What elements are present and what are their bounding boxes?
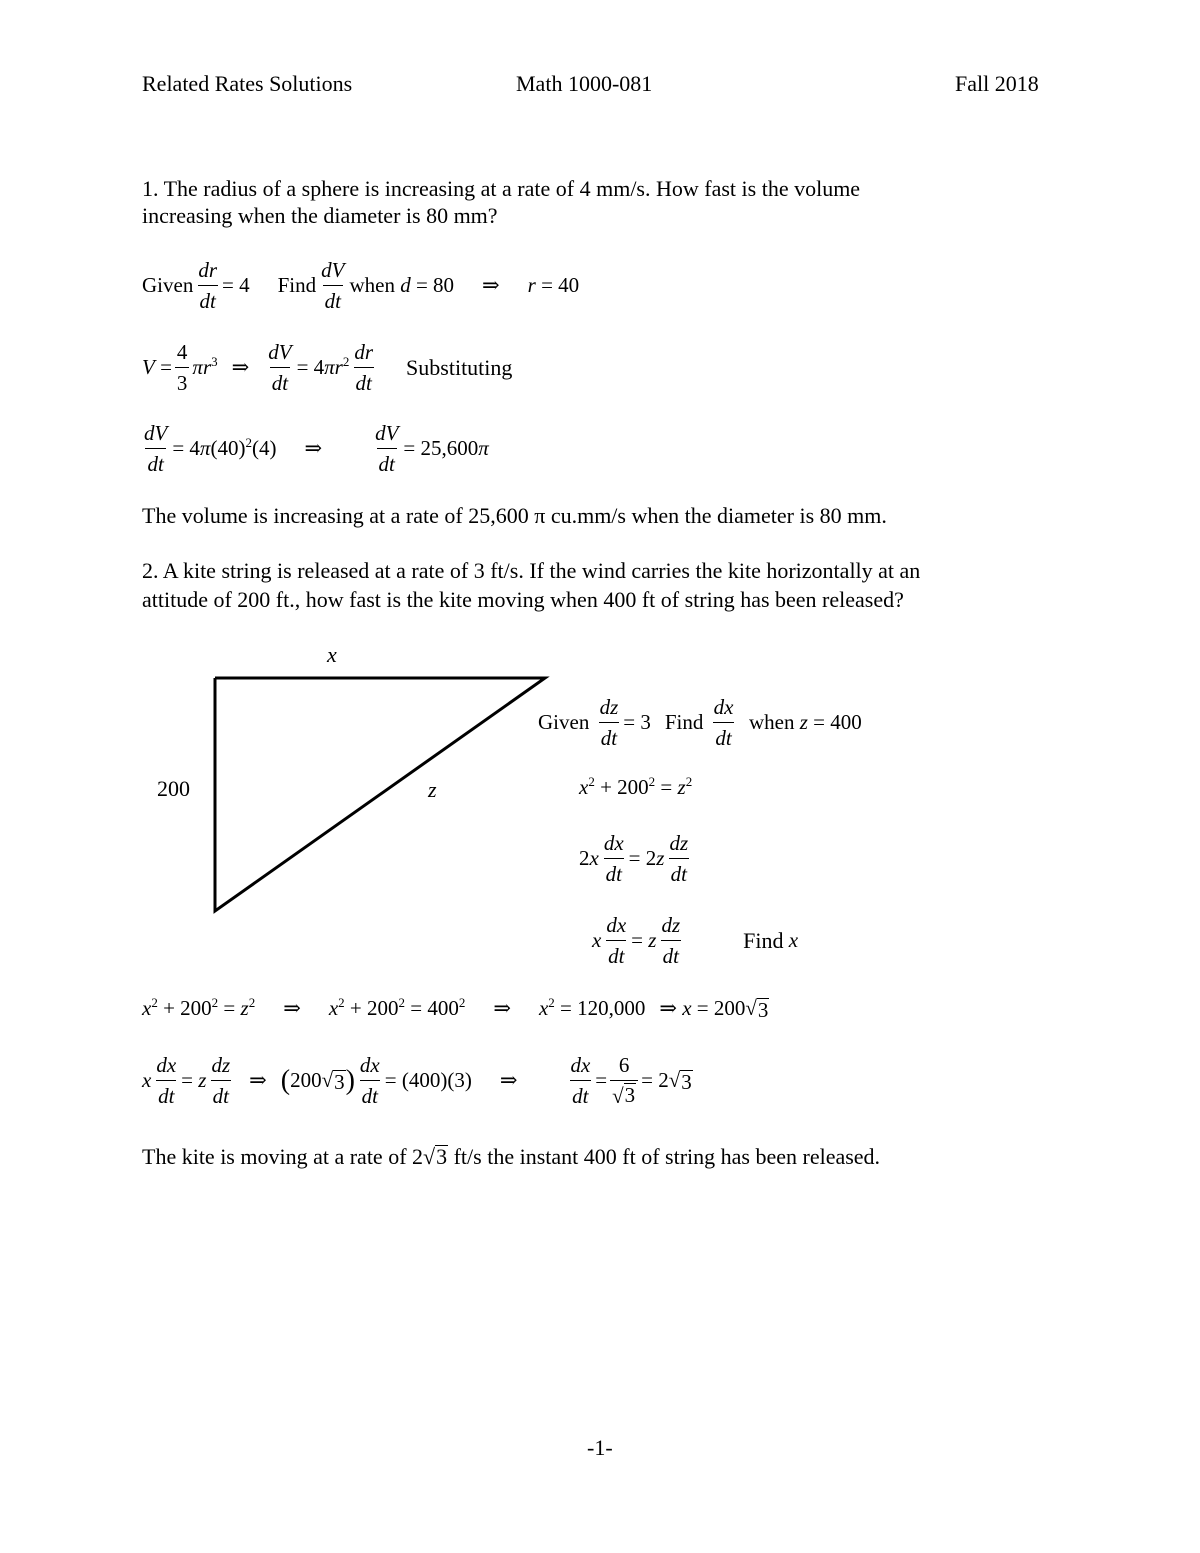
diagram-label-x: x — [327, 642, 337, 667]
fraction-dx-dt: $\frac{dx}{dt}$ — [604, 910, 628, 971]
problem2-derivative-equation: 2x $\frac{dx}{dt}$ = 2z $\frac{dz}{dt}$ — [579, 828, 693, 889]
fraction-dz-dt: $\frac{dz}{dt}$ — [667, 828, 690, 889]
fraction-dx-dt: $\frac{dx}{dt}$ — [154, 1050, 178, 1111]
problem2-given-equation: Given $\frac{dz}{dt}$ = 3 Find $\frac{dx}{dt}$ when z = 400 — [538, 692, 862, 753]
when-word: when — [349, 273, 395, 297]
when-word: when — [748, 710, 795, 734]
given-word: Given — [538, 710, 590, 734]
problem1-substitution-equation: $\frac{dV}{dt}$ = $4\pi(40)^2(4)$ ⇒ $\frac{dV}{dt}$ = 25,600π — [142, 418, 489, 479]
fraction-dV-dt: $\frac{dV}{dt}$ — [142, 418, 169, 479]
given-word: Given — [142, 273, 194, 297]
header-left: Related Rates Solutions — [142, 71, 353, 96]
problem1-question-line1: 1. The radius of a sphere is increasing at a rate of 4 mm/s. How fast is the volume — [142, 176, 861, 201]
right-triangle — [215, 678, 545, 911]
fraction-dz-dt: $\frac{dz}{dt}$ — [209, 1050, 232, 1111]
diagram-label-z: z — [428, 777, 437, 802]
problem2-rate-equation: x $\frac{dx}{dt}$ = z $\frac{dz}{dt}$ ⇒ ( 200 √ 3 ) $\frac{dx}{dt}$ = (400)(3) ⇒ $\frac{dx}{dt}$ = 6 √ 3 = 2 √ 3 — [142, 1050, 693, 1111]
problem2-solve-x-equation: $x^2 + 200^2 = z^2$ ⇒ $x^2 + 200^2 = 400^2$ ⇒ $x^2 = 120,000$ ⇒ x = 200 √ 3 — [142, 995, 769, 1022]
conclusion-text-start: The kite is moving at a rate of 2 — [142, 1144, 424, 1169]
fraction-dV-dt: $\frac{dV}{dt}$ — [373, 418, 400, 479]
problem2-conclusion — [142, 1143, 880, 1171]
fraction-6-sqrt3: 6 √ 3 — [610, 1050, 638, 1111]
fraction-dz-dt: $\frac{dz}{dt}$ — [659, 910, 682, 971]
fraction-dV-dt: $\frac{dV}{dt}$ — [266, 337, 293, 398]
problem2-question-line1: 2. A kite string is released at a rate of 3 ft/s. If the wind carries the kite horizontally at an — [142, 558, 921, 583]
header-center: Math 1000-081 — [516, 71, 653, 96]
fraction-dr-dt: $\frac{dr}{dt}$ — [196, 255, 219, 316]
substituting-word: Substituting — [406, 354, 513, 380]
problem1-given-equation: Given $\frac{dr}{dt}$ = 4 Find $\frac{dV}{dt}$ when d = 80 ⇒ r = 40 — [142, 255, 579, 316]
problem2-pythagorean-equation: $x^2 + 200^2 = z^2$ — [579, 774, 693, 799]
fraction-dx-dt: $\frac{dx}{dt}$ — [712, 692, 736, 753]
conclusion-sqrt: √ 3 — [423, 1144, 448, 1169]
diagram-label-200: 200 — [157, 776, 190, 801]
fraction-dx-dt: $\frac{dx}{dt}$ — [602, 828, 626, 889]
header-right: Fall 2018 — [955, 71, 1039, 96]
find-x-word: Find — [743, 927, 784, 953]
problem1-question-line2: increasing when the diameter is 80 mm? — [142, 203, 498, 228]
problem1-conclusion: The volume is increasing at a rate of 25,600 π cu.mm/s when the diameter is 80 mm. — [142, 503, 887, 528]
page-number: -1- — [587, 1435, 613, 1460]
fraction-4-3: $\frac{4}{3}$ — [175, 337, 190, 398]
fraction-dV-dt: $\frac{dV}{dt}$ — [319, 255, 346, 316]
fraction-dz-dt: $\frac{dz}{dt}$ — [598, 692, 621, 753]
problem2-simplified-equation: x $\frac{dx}{dt}$ = z $\frac{dz}{dt}$ Find x — [592, 910, 798, 971]
problem2-question-line2: attitude of 200 ft., how fast is the kite moving when 400 ft of string has been released? — [142, 587, 904, 612]
fraction-dx-dt: $\frac{dx}{dt}$ — [358, 1050, 382, 1111]
find-word: Find — [277, 273, 317, 297]
problem1-volume-equation: V = $\frac{4}{3}$ $\pi r^3$ ⇒ $\frac{dV}{dt}$ = $4\pi r^2$ $\frac{dr}{dt}$ Substituting — [142, 337, 512, 398]
conclusion-text-end: ft/s the instant 400 ft of string has been released. — [448, 1144, 881, 1169]
find-word: Find — [664, 710, 704, 734]
fraction-dx-dt: $\frac{dx}{dt}$ — [568, 1050, 592, 1111]
fraction-dr-dt: $\frac{dr}{dt}$ — [352, 337, 375, 398]
